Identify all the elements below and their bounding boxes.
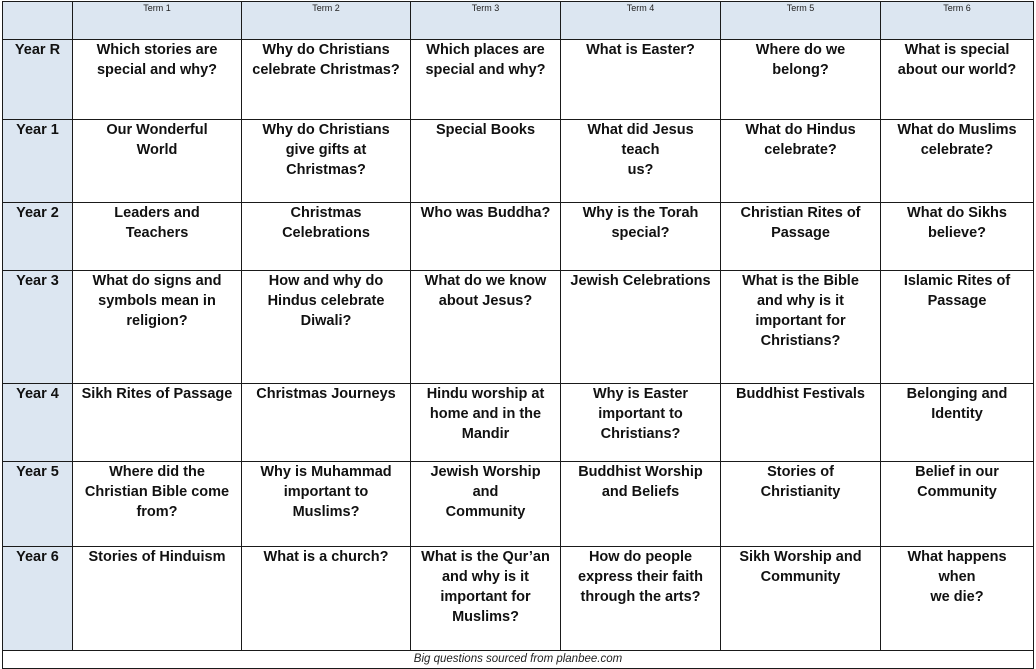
topic-cell: Buddhist Worship and Beliefs (561, 462, 721, 547)
topic-cell: What do Sikhs believe? (881, 203, 1034, 271)
topic-cell: Sikh Worship and Community (721, 547, 881, 651)
term-header: Term 4 (561, 2, 721, 40)
topic-cell: Why is Easter important to Christians? (561, 384, 721, 462)
topic-cell: Christmas Celebrations (242, 203, 411, 271)
term-header: Term 1 (73, 2, 242, 40)
year-label: Year 6 (3, 547, 73, 651)
topic-cell: Which places are special and why? (411, 40, 561, 120)
year-label: Year R (3, 40, 73, 120)
table-row (3, 547, 1034, 651)
topic-cell: Our Wonderful World (73, 120, 242, 203)
topic-cell: How do people express their faith through the arts? (561, 547, 721, 651)
topic-cell: Why do Christians celebrate Christmas? (242, 40, 411, 120)
topic-cell: What is special about our world? (881, 40, 1034, 120)
table-row (3, 384, 1034, 462)
year-label: Year 2 (3, 203, 73, 271)
topic-cell: Christmas Journeys (242, 384, 411, 462)
topic-cell: Who was Buddha? (411, 203, 561, 271)
topic-cell: Which stories are special and why? (73, 40, 242, 120)
topic-cell: What do signs and symbols mean in religion? (73, 271, 242, 384)
topic-cell: Hindu worship at home and in the Mandir (411, 384, 561, 462)
topic-cell: How and why do Hindus celebrate Diwali? (242, 271, 411, 384)
topic-cell: What is the Bible and why is it important for Christians? (721, 271, 881, 384)
topic-cell: Why do Christians give gifts at Christmas? (242, 120, 411, 203)
topic-cell: What is the Qur’an and why is it important for Muslims? (411, 547, 561, 651)
footer-row (3, 651, 1034, 669)
topic-cell: Belief in our Community (881, 462, 1034, 547)
corner-cell (3, 2, 73, 40)
year-label: Year 5 (3, 462, 73, 547)
topic-cell: Leaders and Teachers (73, 203, 242, 271)
topic-cell: Christian Rites of Passage (721, 203, 881, 271)
table-row (3, 120, 1034, 203)
topic-cell: What did Jesus teach us? (561, 120, 721, 203)
topic-cell: Why is the Torah special? (561, 203, 721, 271)
table-row (3, 271, 1034, 384)
topic-cell: Sikh Rites of Passage (73, 384, 242, 462)
source-note: Big questions sourced from planbee.com (3, 651, 1034, 669)
topic-cell: Special Books (411, 120, 561, 203)
topic-cell: Jewish Worship and Community (411, 462, 561, 547)
topic-cell: Buddhist Festivals (721, 384, 881, 462)
topic-cell: What do Hindus celebrate? (721, 120, 881, 203)
topic-cell: Islamic Rites of Passage (881, 271, 1034, 384)
term-header: Term 5 (721, 2, 881, 40)
year-label: Year 1 (3, 120, 73, 203)
curriculum-table (2, 1, 1034, 669)
topic-cell: Why is Muhammad important to Muslims? (242, 462, 411, 547)
table-row (3, 203, 1034, 271)
topic-cell: What is a church? (242, 547, 411, 651)
topic-cell: What do Muslims celebrate? (881, 120, 1034, 203)
topic-cell: Where do we belong? (721, 40, 881, 120)
term-header: Term 3 (411, 2, 561, 40)
topic-cell: What do we know about Jesus? (411, 271, 561, 384)
topic-cell: Where did the Christian Bible come from? (73, 462, 242, 547)
year-label: Year 3 (3, 271, 73, 384)
topic-cell: Stories of Hinduism (73, 547, 242, 651)
topic-cell: Jewish Celebrations (561, 271, 721, 384)
term-header: Term 2 (242, 2, 411, 40)
term-header: Term 6 (881, 2, 1034, 40)
year-label: Year 4 (3, 384, 73, 462)
topic-cell: Stories of Christianity (721, 462, 881, 547)
topic-cell: What happens when we die? (881, 547, 1034, 651)
table-row (3, 462, 1034, 547)
table-row (3, 40, 1034, 120)
topic-cell: What is Easter? (561, 40, 721, 120)
topic-cell: Belonging and Identity (881, 384, 1034, 462)
header-row (3, 2, 1034, 40)
